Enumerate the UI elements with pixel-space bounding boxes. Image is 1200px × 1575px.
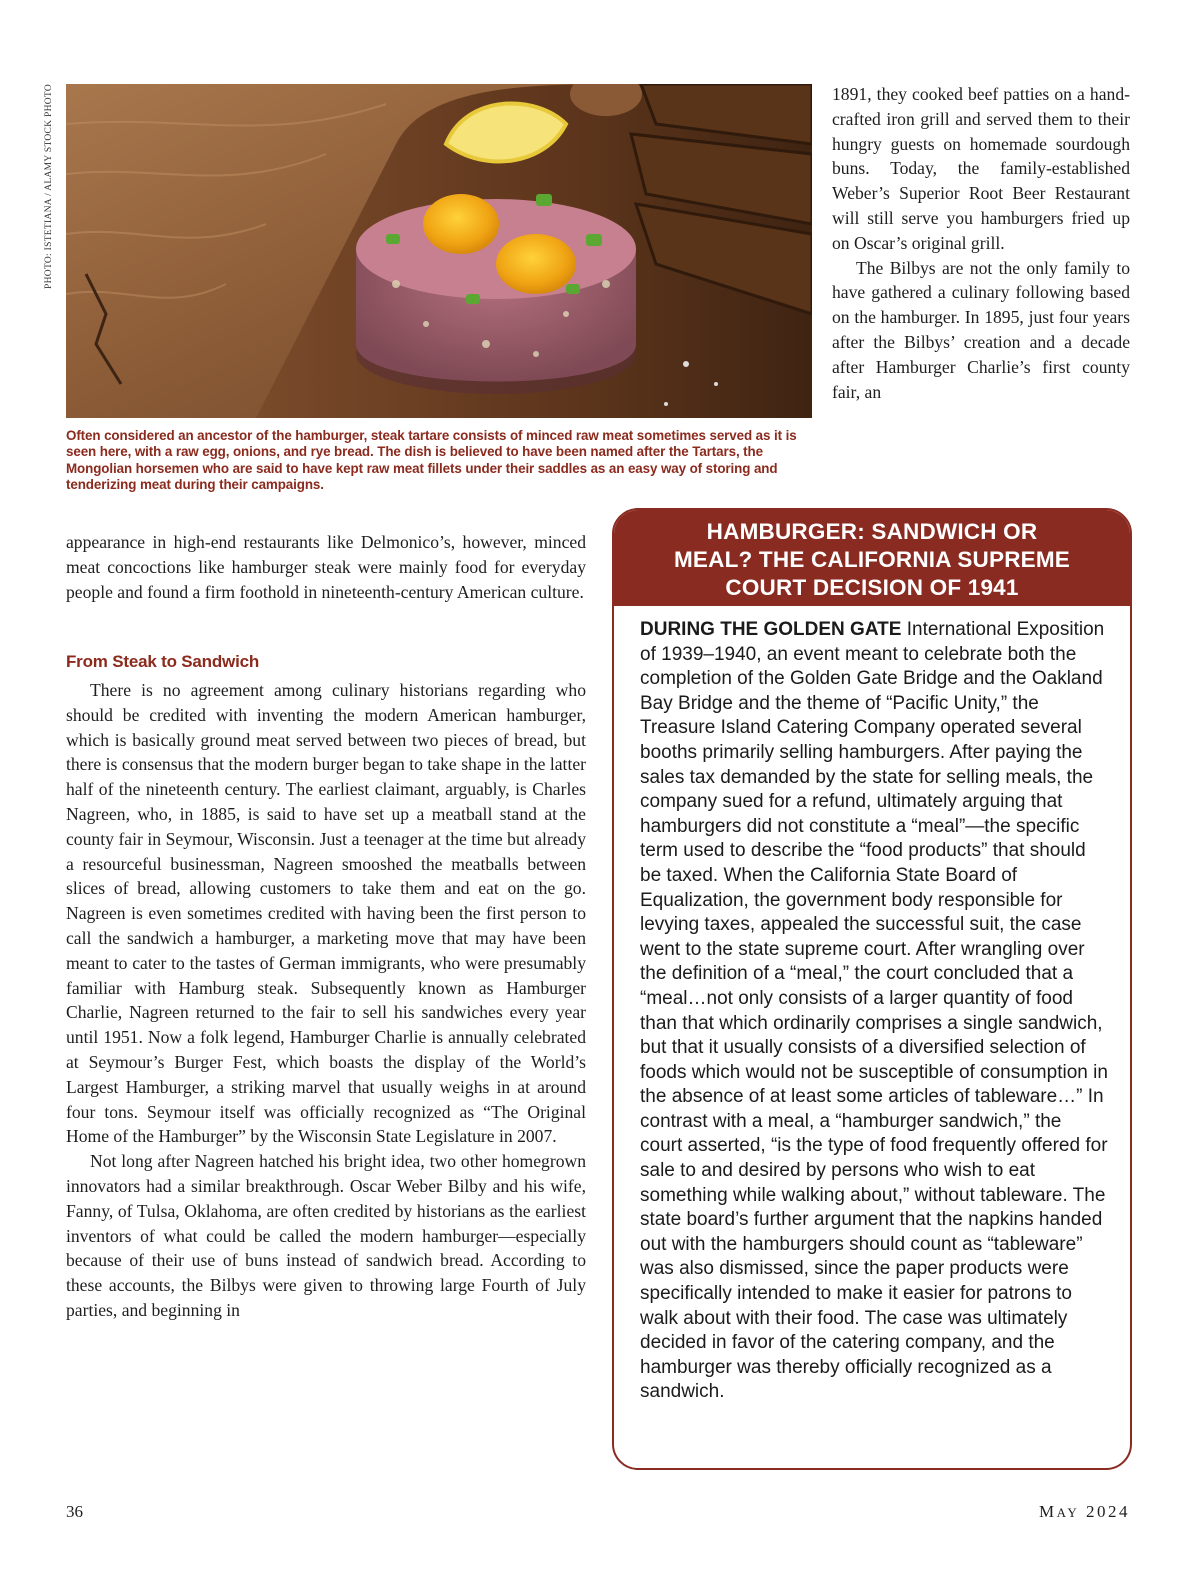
paragraph: The Bilbys are not the only family to have gathered a culinary following based on the hamburger. In 1895, just four years after the Bilbys’ creation and a decade after Hamburger Charlie’s first county fair, an (832, 257, 1130, 402)
issue-year: 2024 (1086, 1502, 1130, 1521)
sidebar-box (612, 508, 1132, 1470)
issue-month-initial: M (1039, 1502, 1057, 1521)
sidebar-body (614, 606, 1130, 1405)
article-column-left (66, 678, 586, 1323)
photo-caption: Often considered an ancestor of the hamburger, steak tartare consists of minced raw meat sometimes served as it is seen here, with a raw egg, onions, and rye bread. The dish is believed to have been named after the Tartars, the Mongolian horsemen who are said to have kept raw meat fillets under their saddles as an easy way of storing and tenderizing meat during their campaigns. (66, 428, 797, 493)
photo-credit-text: PHOTO: ISTETIANA / ALAMY STOCK PHOTO (44, 84, 54, 289)
sidebar-title (614, 510, 1130, 606)
section-subhead: From Steak to Sandwich (66, 652, 260, 671)
paragraph: 1891, they cooked beef patties on a hand-crafted iron grill and served them to their hungry guests on homemade sourdough buns. Today, the family-established Weber’s Superior Root Beer Restaurant will still serve you hamburgers fried up on Oscar’s original grill. (832, 84, 1130, 253)
sidebar-lead: DURING THE GOLDEN GATE (640, 619, 902, 640)
photo-credit (44, 84, 64, 316)
paragraph: There is no agreement among culinary historians regarding who should be credited with inventing the modern American hamburger, which is basically ground meat served between two pieces of bread, but there is consensus that the modern burger began to take shape in the latter half of the nineteenth century. The earliest claimant, arguably, is Charles Nagreen, who, in 1885, is said to have set up a meatball stand at the county fair in Seymour, Wisconsin. Just a teenager at the time but already a resourceful businessman, Nagreen smooshed the meatballs between slices of bread, allowing customers to take them and eat on the go. Nagreen is even sometimes credited with having been the first person to call the sandwich a hamburger, a marketing move that may have been meant to cater to the tastes of German immigrants, who were presumably familiar with Hamburg steak. Subsequently known as Hamburger Charlie, Nagreen returned to the fair to sell his sandwiches every year until 1951. Now a folk legend, Hamburger Charlie is annually celebrated at Seymour’s Burger Fest, which boasts the display of the World’s Largest Hamburger, a striking marvel that usually weighs in at around four tons. Seymour itself was officially recognized as “The Original Home of the Hamburger” by the Wisconsin State Legislature in 2007. (66, 680, 586, 1147)
issue-date (1010, 1502, 1130, 1522)
page-number: 36 (66, 1502, 83, 1521)
sidebar-title-line: MEAL? THE CALIFORNIA SUPREME (673, 547, 1070, 572)
article-column-right (832, 82, 1130, 404)
sidebar-title-line: HAMBURGER: SANDWICH OR (706, 519, 1038, 544)
sidebar-title-line: COURT DECISION OF 1941 (725, 575, 1019, 600)
article-column-left-top (66, 530, 586, 604)
issue-month-rest: AY (1056, 1505, 1080, 1520)
sidebar-text: International Exposition of 1939–1940, an event meant to celebrate both the completion of the Golden Gate Bridge and the Oakland Bay Bridge and the theme of “Pacific Unity,” the Treasure Island Catering Company operated several booths primarily selling hamburgers. After paying the sales tax demanded by the state for selling meals, the company sued for a refund, ultimately arguing that hamburgers did not constitute a “meal”—the specific term used to describe the “food products” that should be taxed. When the California State Board of Equalization, the government body responsible for levying taxes, appealed the successful suit, the case went to the state supreme court. After wrangling over the definition of a “meal,” the court concluded that a “meal…not only consists of a larger quantity of food than that which ordinarily comprises a single sandwich, but that it usually consists of a diversified selection of foods which would not be susceptible of consumption in the absence of at least some articles of tableware…” In contrast with a meal, a “hamburger sandwich,” the court asserted, “is the type of food frequently offered for sale to and desired by persons who wish to eat something while walking about,” without tableware. The state board’s further argument that the napkins handed out with the hamburgers should count as “tableware” was also dismissed, since the paper products were specifically intended to make it easier for patrons to walk about with their food. The case was ultimately decided in favor of the catering company, and the hamburger was thereby officially recognized as a sandwich. (640, 619, 1108, 1403)
paragraph: Not long after Nagreen hatched his bright idea, two other homegrown innovators had a similar breakthrough. Oscar Weber Bilby and his wife, Fanny, of Tulsa, Oklahoma, are often credited by historians as the earliest inventors of what could be called the modern hamburger—especially because of their use of buns instead of sandwich bread. According to these accounts, the Bilbys were given to throwing large Fourth of July parties, and beginning in (66, 1151, 586, 1320)
steak-tartare-photo (66, 84, 812, 418)
paragraph: appearance in high-end restaurants like Delmonico’s, however, minced meat concoctions like hamburger steak were mainly food for everyday people and found a firm foothold in nineteenth-century American culture. (66, 532, 586, 602)
